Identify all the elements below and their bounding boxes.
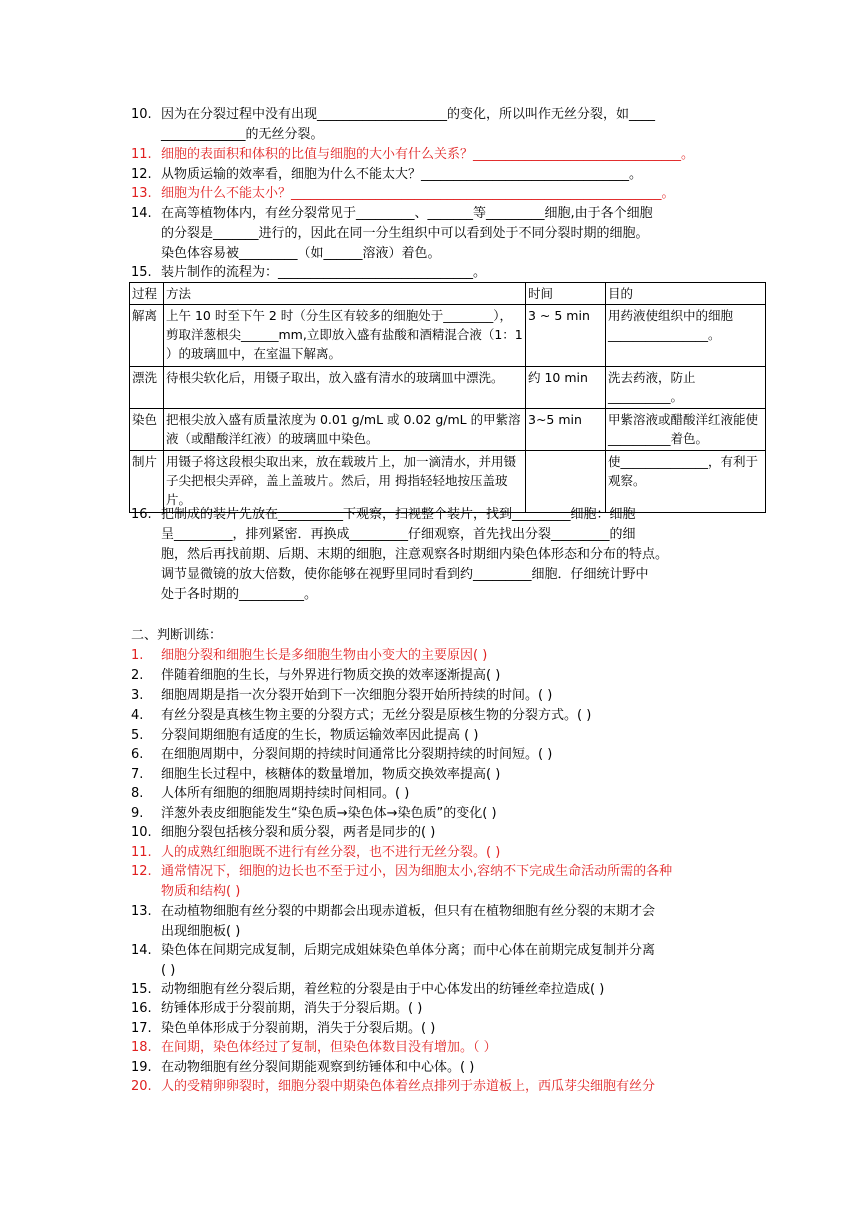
question-text-line: 处于各时期的__________。 <box>161 587 318 602</box>
question-number: 16. <box>131 507 152 522</box>
item-text: 洋葱外表皮细胞能发生“染色质→染色体→染色质”的变化( ) <box>161 806 497 821</box>
item-text: 在细胞周期中，分裂间期的持续时间通常比分裂期持续的时间短。( ) <box>161 747 553 762</box>
table-row <box>130 367 766 409</box>
item-number: 18. <box>131 1040 152 1055</box>
item-number: 2. <box>131 668 144 683</box>
question-text-line: 在高等植物体内，有丝分裂常见于_________、_______等_________细胞,由于各个细胞 <box>161 206 653 221</box>
cell-method: 待根尖软化后，用镊子取出，放入盛有清水的玻璃皿中漂洗。 <box>164 367 526 409</box>
cell-time: 3 ~ 5 min <box>526 305 606 367</box>
question-text-line: 胞，然后再找前期、后期、末期的细胞，注意观察各时期细内染色体形态和分布的特点。 <box>161 547 669 562</box>
cell-step: 制片 <box>130 451 164 513</box>
question-text-line: 的分裂是_______进行的，因此在同一分生组织中可以看到处于不同分裂时期的细胞。 <box>161 226 649 241</box>
item-number: 7. <box>131 767 144 782</box>
item-text-line: 物质和结构( ) <box>161 884 241 899</box>
cell-purpose: 用药液使组织中的细胞________________。 <box>606 305 766 367</box>
item-text-line: ( ) <box>161 963 176 978</box>
question-text: 细胞为什么不能太小？_________________________________________________________。 <box>161 186 675 201</box>
question-number: 15. <box>131 265 152 280</box>
judge-item-4 <box>131 706 737 726</box>
item-number: 12. <box>131 864 152 879</box>
judge-item-11 <box>131 843 737 863</box>
question-text-line: 调节显微镜的放大倍数，使你能够在视野里同时看到约_________细胞．仔细统计野中 <box>161 567 649 582</box>
item-text: 人的成熟红细胞既不进行有丝分裂，也不进行无丝分裂。( ) <box>161 845 501 860</box>
judge-item-20 <box>131 1077 737 1097</box>
question-text-line: 因为在分裂过程中没有出现____________________的变化，所以叫作无丝分裂，如____ <box>161 107 656 122</box>
item-number: 5. <box>131 728 144 743</box>
question-14 <box>131 204 737 264</box>
item-number: 6. <box>131 747 144 762</box>
item-text: 在动物细胞有丝分裂间期能观察到纺锤体和中心体。( ) <box>161 1060 475 1075</box>
item-text-line: 通常情况下，细胞的边长也不至于过小，因为细胞太小,容纳不下完成生命活动所需的各种 <box>161 864 673 879</box>
question-15 <box>131 263 737 283</box>
item-text: 细胞生长过程中，核糖体的数量增加，物质交换效率提高( ) <box>161 767 501 782</box>
item-number: 4. <box>131 708 144 723</box>
cell-method: 用镊子将这段根尖取出来，放在载玻片上，加一滴清水，并用镊子尖把根尖弄碎，盖上盖玻片。然后，用 拇指轻轻地按压盖玻片。 <box>164 451 526 513</box>
question-text: 细胞的表面积和体积的比值与细胞的大小有什么关系？________________________________。 <box>161 147 695 162</box>
item-text: 细胞分裂和细胞生长是多细胞生物由小变大的主要原因( ) <box>161 648 488 663</box>
question-text-line: 染色体容易被_________（如______溶液）着色。 <box>161 246 441 261</box>
table-row <box>130 305 766 367</box>
question-text: 从物质运输的效率看，细胞为什么不能太大？________________________________。 <box>161 167 643 182</box>
judge-item-7 <box>131 765 737 785</box>
item-number: 11. <box>131 845 152 860</box>
cell-method: 上午 10 时至下午 2 时（分生区有较多的细胞处于________），剪取洋葱根尖______mm,立即放入盛有盐酸和酒精混合液（1：1 ）的玻璃皿中，在室温下解离。 <box>164 305 526 367</box>
judge-item-14 <box>131 941 737 981</box>
judge-item-13 <box>131 902 737 942</box>
item-number: 13. <box>131 904 152 919</box>
question-text: 装片制作的流程为：______________________________。 <box>161 265 487 280</box>
header-time: 时间 <box>526 283 606 305</box>
question-text-line: _____________的无丝分裂。 <box>161 127 324 142</box>
cell-time <box>526 451 606 513</box>
judge-item-10 <box>131 823 737 843</box>
question-16 <box>131 505 737 605</box>
item-number: 16. <box>131 1001 152 1016</box>
judge-item-12 <box>131 862 737 902</box>
cell-step: 染色 <box>130 409 164 451</box>
item-text: 人的受精卵卵裂时，细胞分裂中期染色体着丝点排列于赤道板上，西瓜芽尖细胞有丝分 <box>161 1079 656 1094</box>
judge-item-16 <box>131 999 737 1019</box>
question-11 <box>131 145 737 165</box>
cell-purpose: 洗去药液，防止__________。 <box>606 367 766 409</box>
question-number: 13. <box>131 186 152 201</box>
section-title: 二、判断训练： <box>131 628 223 643</box>
item-text: 人体所有细胞的细胞周期持续时间相同。( ) <box>161 786 410 801</box>
judge-item-8 <box>131 784 737 804</box>
judge-item-2 <box>131 666 737 686</box>
item-text: 伴随着细胞的生长，与外界进行物质交换的效率逐渐提高( ) <box>161 668 501 683</box>
item-text: 纺锤体形成于分裂前期，消失于分裂后期。( ) <box>161 1001 423 1016</box>
item-number: 17. <box>131 1021 152 1036</box>
item-text: 在间期，染色体经过了复制，但染色体数目没有增加。（ ） <box>161 1040 497 1055</box>
question-number: 10. <box>131 107 152 122</box>
item-text: 分裂间期细胞有适度的生长，物质运输效率因此提高 ( ) <box>161 728 479 743</box>
item-number: 1. <box>131 648 144 663</box>
question-text-line: 把制成的装片先放在__________下观察，扫视整个装片，找到_________细胞：细胞 <box>161 507 636 522</box>
cell-purpose: 甲紫溶液或醋酸洋红液能使__________着色。 <box>606 409 766 451</box>
judge-item-3 <box>131 686 737 706</box>
judge-item-19 <box>131 1058 737 1078</box>
judge-item-9 <box>131 804 737 824</box>
table-header-row <box>130 283 766 305</box>
item-number: 14. <box>131 943 152 958</box>
header-method: 方法 <box>164 283 526 305</box>
item-text: 细胞周期是指一次分裂开始到下一次细胞分裂开始所持续的时间。( ) <box>161 688 553 703</box>
judge-item-5 <box>131 726 737 746</box>
judge-item-6 <box>131 745 737 765</box>
item-text-line: 染色体在间期完成复制，后期完成姐妹染色单体分离；而中心体在前期完成复制并分离 <box>161 943 656 958</box>
header-purpose: 目的 <box>606 283 766 305</box>
item-text: 细胞分裂包括核分裂和质分裂，两者是同步的( ) <box>161 825 436 840</box>
question-number: 11. <box>131 147 152 162</box>
item-text: 染色单体形成于分裂前期，消失于分裂后期。( ) <box>161 1021 436 1036</box>
cell-step: 漂洗 <box>130 367 164 409</box>
item-number: 10. <box>131 825 152 840</box>
cell-purpose: 使______________，有利于观察。 <box>606 451 766 513</box>
question-13 <box>131 184 737 204</box>
judge-item-1 <box>131 646 737 666</box>
procedure-table <box>129 282 766 513</box>
question-number: 12. <box>131 167 152 182</box>
table-row <box>130 409 766 451</box>
item-number: 20. <box>131 1079 152 1094</box>
header-step: 过程 <box>130 283 164 305</box>
judge-item-18 <box>131 1038 737 1058</box>
cell-time: 约 10 min <box>526 367 606 409</box>
question-number: 14. <box>131 206 152 221</box>
item-text-line: 出现细胞板( ) <box>161 924 241 939</box>
judge-item-15 <box>131 980 737 1000</box>
question-text-line: 呈_________，排列紧密．再换成_________仔细观察，首先找出分裂_________的细 <box>161 527 636 542</box>
cell-step: 解离 <box>130 305 164 367</box>
judge-item-17 <box>131 1019 737 1039</box>
item-number: 15. <box>131 982 152 997</box>
item-text-line: 在动植物细胞有丝分裂的中期都会出现赤道板，但只有在植物细胞有丝分裂的末期才会 <box>161 904 656 919</box>
item-number: 8. <box>131 786 144 801</box>
item-number: 3. <box>131 688 144 703</box>
table-row <box>130 451 766 513</box>
item-number: 9. <box>131 806 144 821</box>
item-number: 19. <box>131 1060 152 1075</box>
question-10 <box>131 105 737 145</box>
question-12 <box>131 165 737 185</box>
item-text: 有丝分裂是真核生物主要的分裂方式；无丝分裂是原核生物的分裂方式。( ) <box>161 708 592 723</box>
cell-time: 3~5 min <box>526 409 606 451</box>
item-text: 动物细胞有丝分裂后期，着丝粒的分裂是由于中心体发出的纺锤丝牵拉造成( ) <box>161 982 605 997</box>
cell-method: 把根尖放入盛有质量浓度为 0.01 g/mL 或 0.02 g/mL 的甲紫溶液（或醋酸洋红液）的玻璃皿中染色。 <box>164 409 526 451</box>
